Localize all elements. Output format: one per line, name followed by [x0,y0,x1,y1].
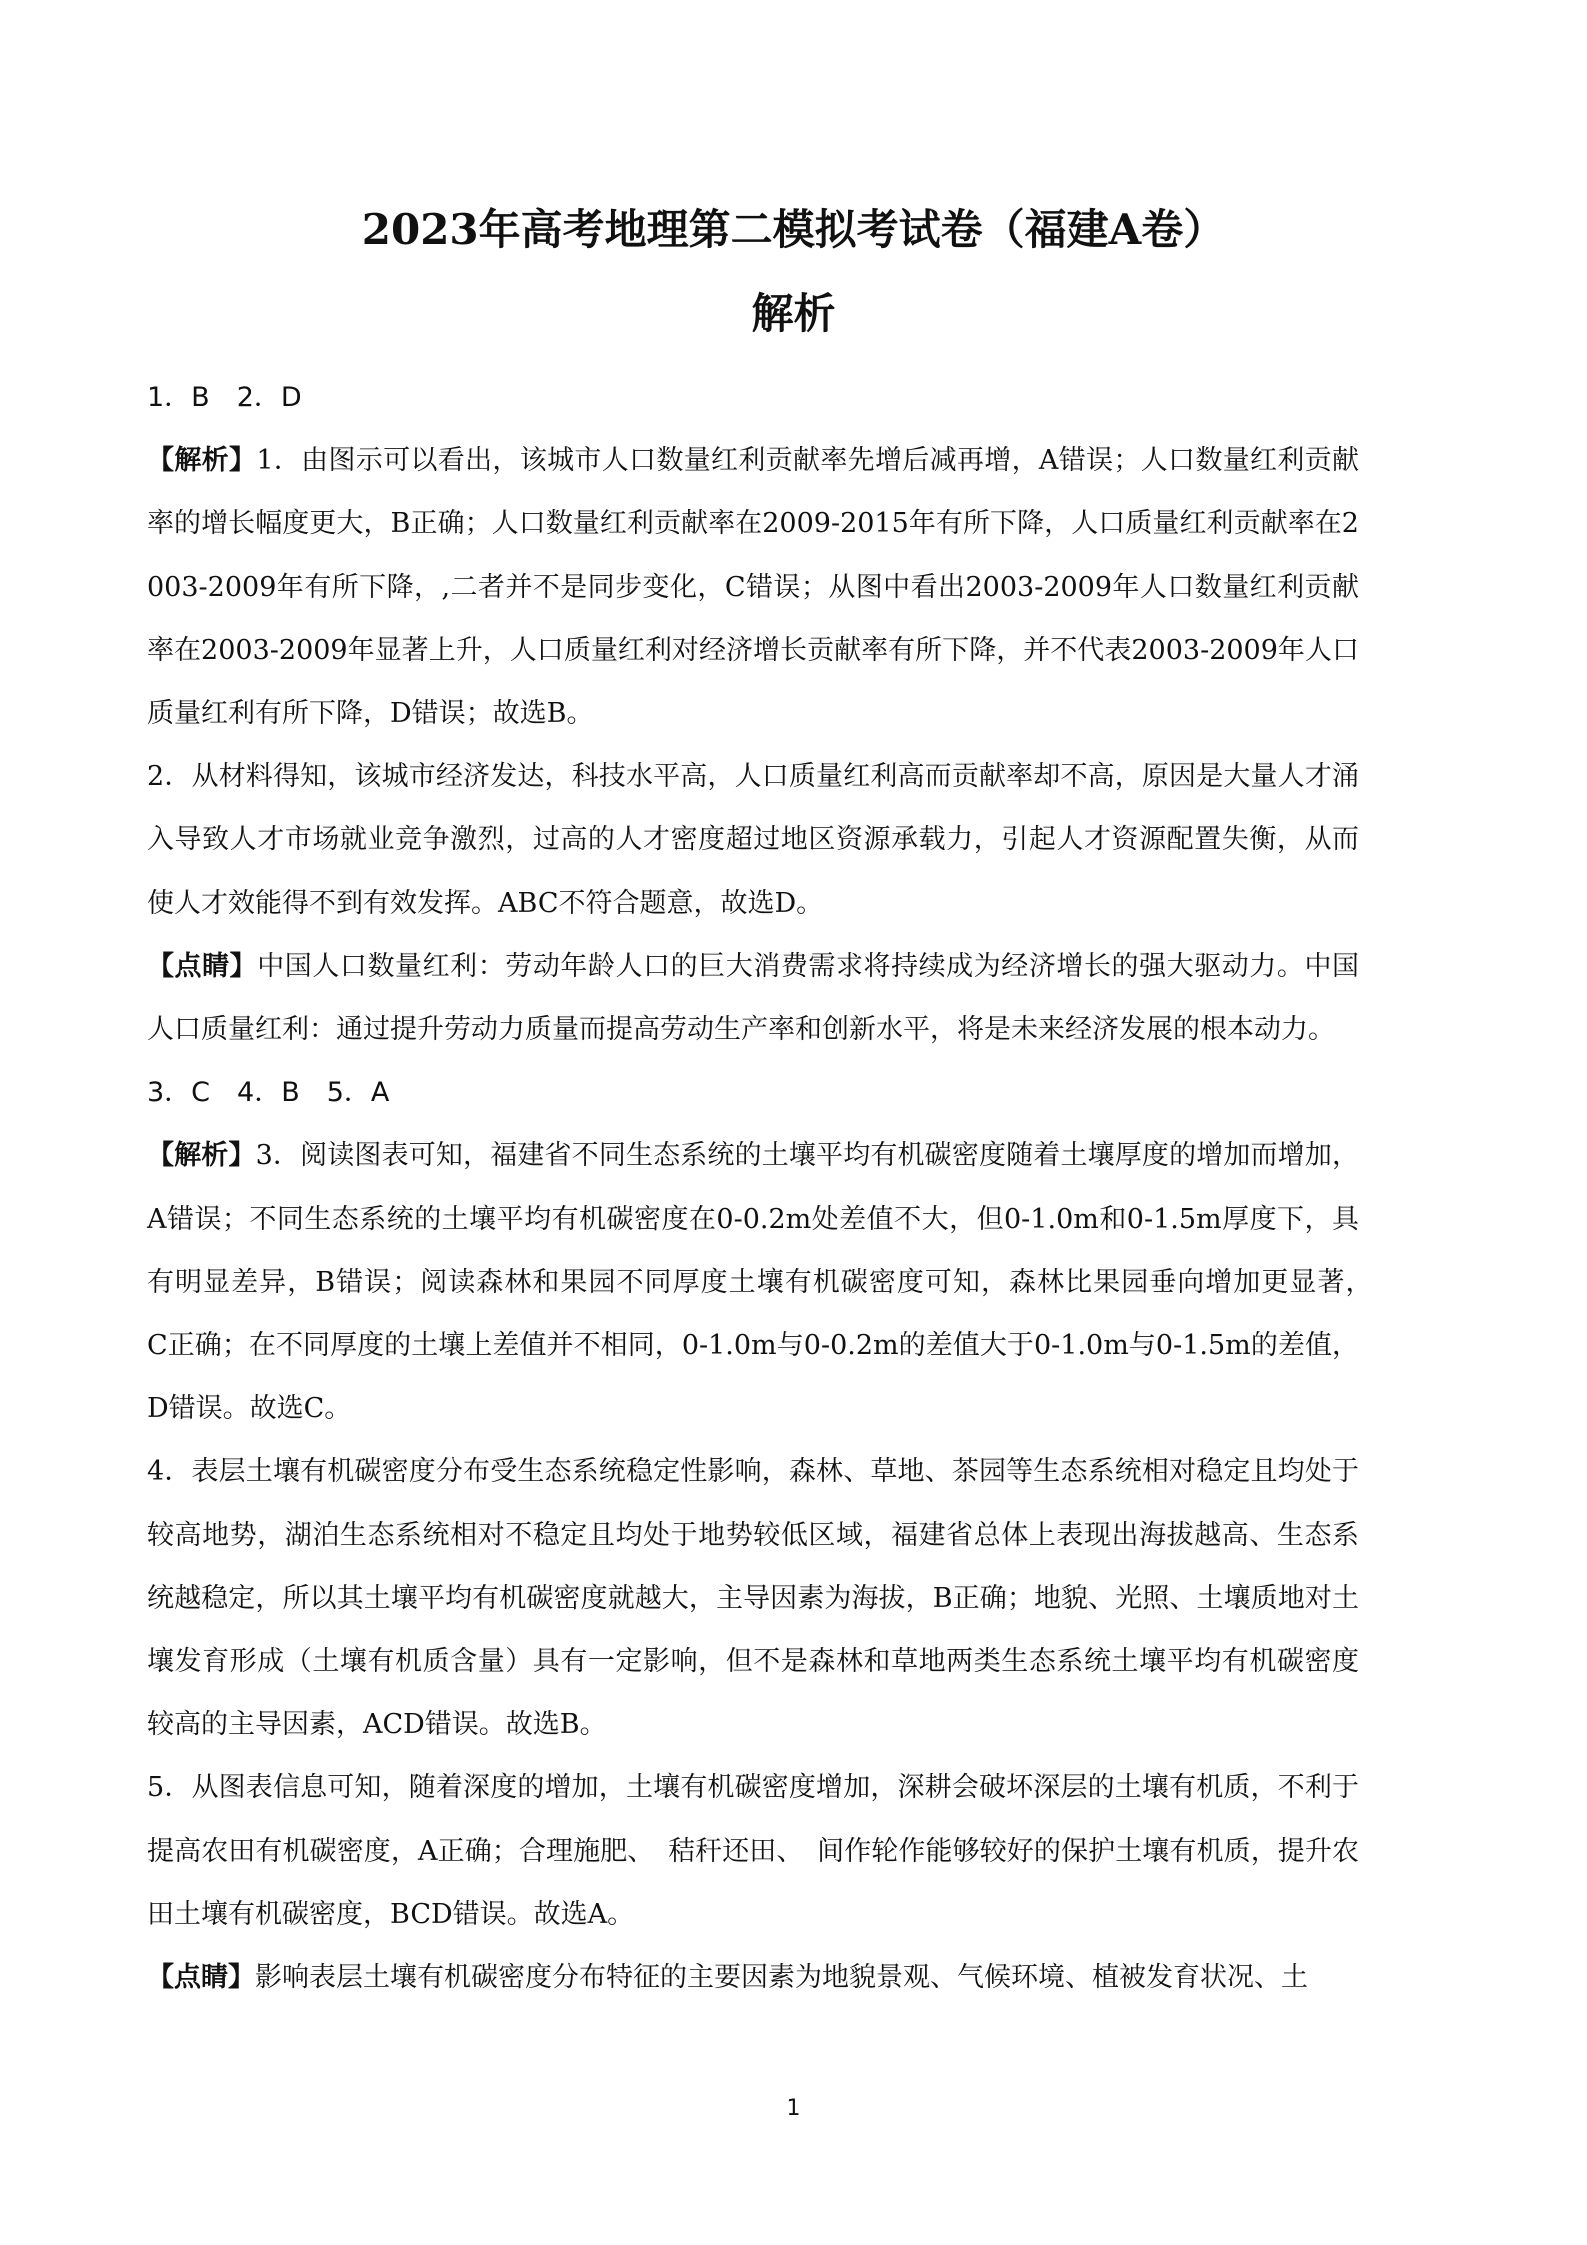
analysis-paragraph: 【解析】1．由图示可以看出，该城市人口数量红利贡献率先增后减再增，A错误；人口数量红利贡献率的增长幅度更大，B正确；人口数量红利贡献率在2009-2015年有所下降，人口质量红利贡献率在2003-2009年有所下降，,二者并不是同步变化，C错误；从图中看出2003-2009年人口数量红利贡献率在2003-2009年显著上升，人口质量红利对经济增长贡献率有所下降，并不代表2003-2009年人口质量红利有所下降，D错误；故选B。 [147,445,1359,730]
document-body [147,366,1386,2009]
note-paragraph: 【点睛】影响表层土壤有机碳密度分布特征的主要因素为地貌景观、气候环境、植被发育状况、土 [147,1962,1308,1994]
analysis-paragraph: 2．从材料得知，该城市经济发达，科技水平高，人口质量红利高而贡献率却不高，原因是大量人才涌入导致人才市场就业竞争激烈，过高的人才密度超过地区资源承载力，引起人才资源配置失衡，从而使人才效能得不到有效发挥。ABC不符合题意，故选D。 [147,761,1359,919]
analysis-paragraph: 5．从图表信息可知，随着深度的增加，土壤有机碳密度增加，深耕会破坏深层的土壤有机质，不利于提高农田有机碳密度，A正确；合理施肥、 秸秆还田、 间作轮作能够较好的保护土壤有机质，提升农田土壤有机碳密度，BCD错误。故选A。 [147,1772,1359,1930]
analysis-paragraph: 4．表层土壤有机碳密度分布受生态系统稳定性影响，森林、草地、茶园等生态系统相对稳定且均处于较高地势，湖泊生态系统相对不稳定且均处于地势较低区域，福建省总体上表现出海拔越高、生态系统越稳定，所以其土壤平均有机碳密度就越大，主导因素为海拔，B正确；地貌、光照、土壤质地对土壤发育形成（土壤有机质含量）具有一定影响，但不是森林和草地两类生态系统土壤平均有机碳密度较高的主导因素，ACD错误。故选B。 [147,1456,1359,1741]
analysis-paragraph: 【解析】3．阅读图表可知，福建省不同生态系统的土壤平均有机碳密度随着土壤厚度的增加而增加，A错误；不同生态系统的土壤平均有机碳密度在0-0.2m处差值不大，但0-1.0m和0-1.5m厚度下，具有明显差异，B错误；阅读森林和果园不同厚度土壤有机碳密度可知，森林比果园垂向增加更显著， C正确；在不同厚度的土壤上差值并不相同，0-1.0m与0-0.2m的差值大于0-1.0m与0-1.5m的差值，D错误。故选C。 [147,1140,1386,1425]
answer-line: 3．C 4．B 5．A [147,1077,390,1109]
document-title: 2023年高考地理第二模拟考试卷（福建A卷） [361,205,1226,254]
analysis-tag: 【解析】 [147,445,257,477]
note-tag: 【点睛】 [147,1962,255,1994]
answer-line: 1．B 2．D [147,382,302,413]
page-number: 1 [786,2096,801,2121]
document-subtitle: 解析 [751,289,836,338]
analysis-tag: 【解析】 [147,1140,256,1172]
note-tag: 【点睛】 [147,950,258,982]
note-paragraph: 【点睛】中国人口数量红利：劳动年龄人口的巨大消费需求将持续成为经济增长的强大驱动力。中国人口质量红利：通过提升劳动力质量而提高劳动生产率和创新水平，将是未来经济发展的根本动力。 [147,950,1359,1046]
